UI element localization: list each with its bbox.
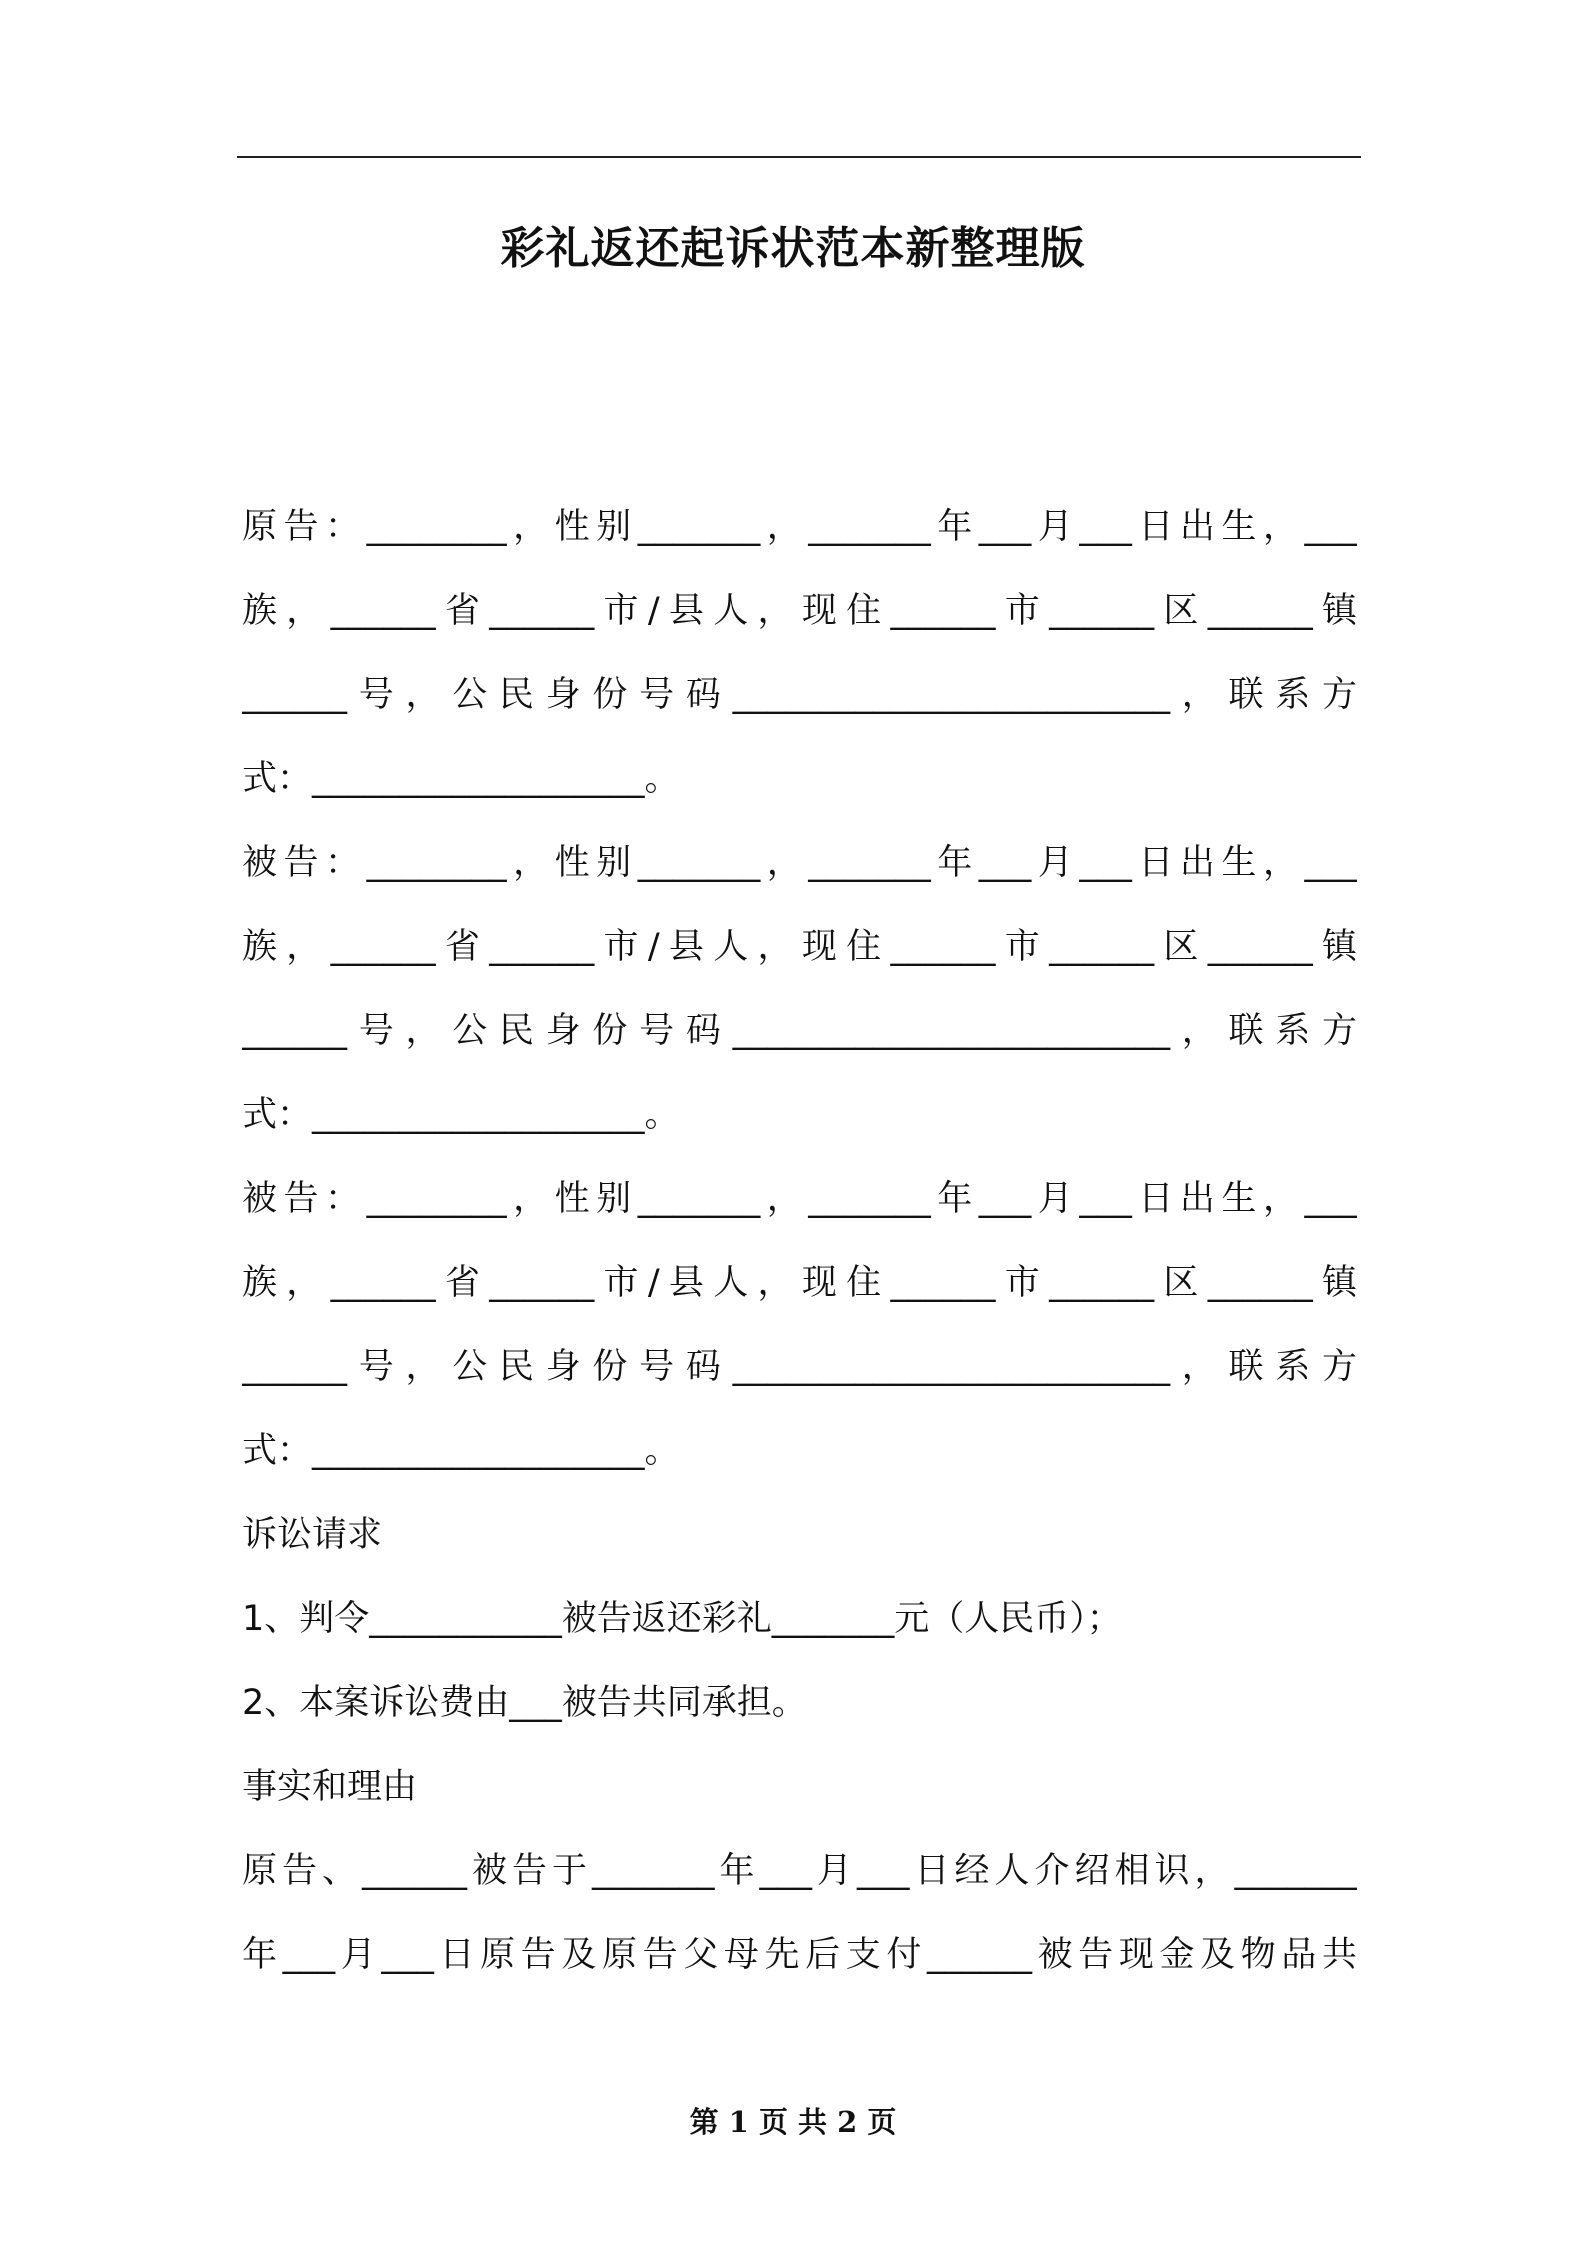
text-line: 原告：________，性别_______，_______年___月___日出生，___ (242, 507, 1357, 547)
text-line: 年___月___日原告及原告父母先后支付______被告现金及物品共 (242, 1935, 1357, 1975)
text-line: 族，______省______市/县人，现住______市______区______镇 (242, 927, 1357, 967)
text-line: 式：___________________。 (242, 1095, 680, 1135)
text-line: 被告：________，性别_______，_______年___月___日出生，___ (242, 843, 1357, 883)
text-line: 式：___________________。 (242, 759, 680, 799)
text-line: 1、判令___________被告返还彩礼_______元（人民币）； (242, 1599, 1122, 1639)
page-title: 彩礼返还起诉状范本新整理版 (500, 223, 1086, 274)
text-line: 2、本案诉讼费由___被告共同承担。 (242, 1683, 807, 1723)
section-heading: 诉讼请求 (242, 1515, 383, 1555)
section-heading: 事实和理由 (242, 1767, 418, 1807)
document-body (242, 485, 1357, 1997)
text-line: ______号，公民身份号码_________________________，联系方 (242, 675, 1357, 715)
text-line: 族，______省______市/县人，现住______市______区______镇 (242, 1263, 1357, 1303)
text-line: 式：___________________。 (242, 1431, 680, 1471)
text-line: 被告：________，性别_______，_______年___月___日出生，___ (242, 1179, 1357, 1219)
page-footer: 第 1 页 共 2 页 (689, 2105, 897, 2139)
text-line: ______号，公民身份号码_________________________，联系方 (242, 1011, 1357, 1051)
text-line: ______号，公民身份号码_________________________，联系方 (242, 1347, 1357, 1387)
text-line: 族，______省______市/县人，现住______市______区______镇 (242, 591, 1357, 631)
text-line: 原告、______被告于_______年___月___日经人介绍相识，_______ (242, 1851, 1357, 1891)
header-rule (237, 156, 1361, 158)
